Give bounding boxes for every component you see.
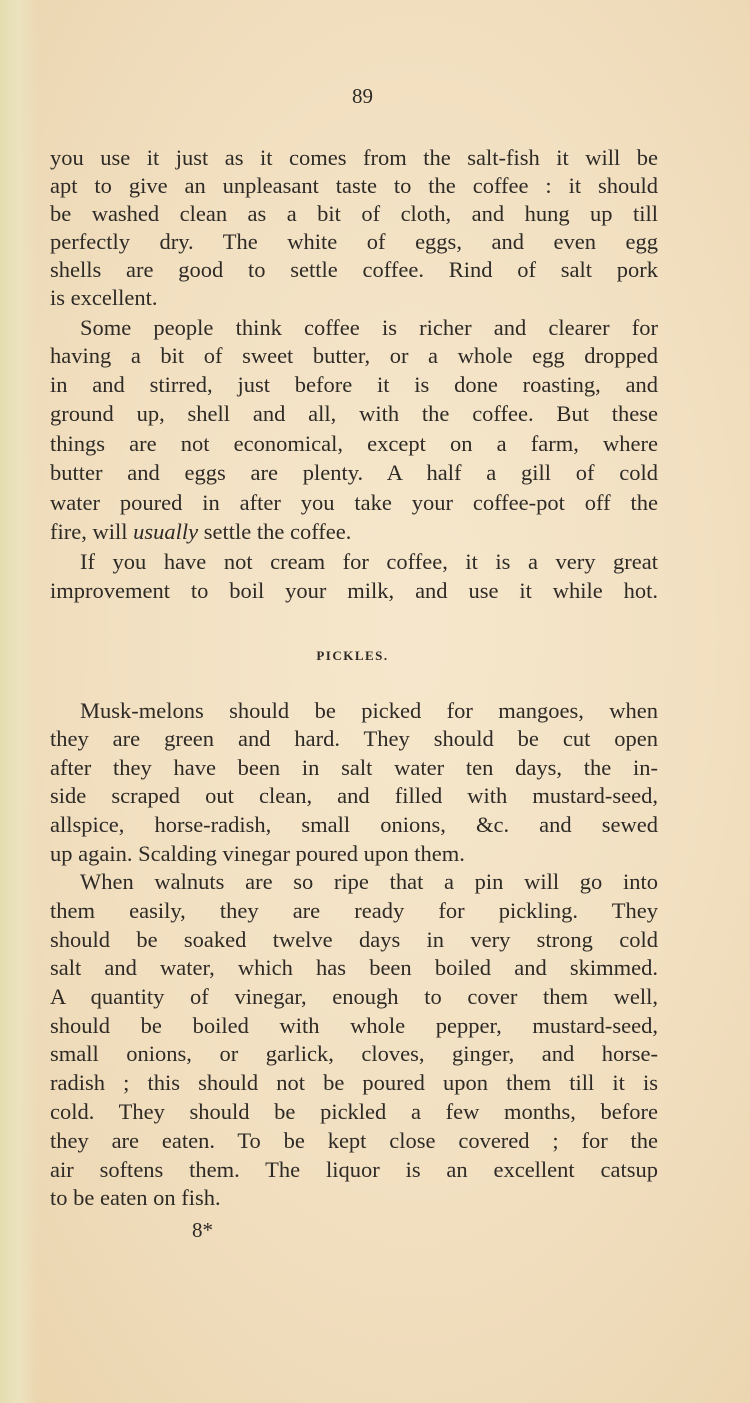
text-line: things are not economical, except on a farm, where	[50, 431, 658, 456]
text-line: Musk-melons should be picked for mangoes, when	[80, 698, 658, 723]
text-line: to be eaten on fish.	[50, 1185, 221, 1210]
text-line: improvement to boil your milk, and use it while hot.	[50, 578, 658, 603]
text-line: radish ; this should not be poured upon them till it is	[50, 1070, 658, 1095]
text-line: after they have been in salt water ten days, the in-	[50, 755, 658, 780]
text-line: water poured in after you take your coffee-pot off the	[50, 490, 658, 515]
text-line: Some people think coffee is richer and clearer for	[80, 315, 658, 340]
text-line: butter and eggs are plenty. A half a gill of cold	[50, 460, 658, 485]
text-line: When walnuts are so ripe that a pin will go into	[80, 869, 658, 894]
text-line: fire, will usually settle the coffee.	[50, 519, 352, 544]
text-line: A quantity of vinegar, enough to cover them well,	[50, 984, 658, 1009]
emphasis: usually	[133, 519, 199, 544]
text-line: they are eaten. To be kept close covered ; for the	[50, 1128, 658, 1153]
section-heading: PICKLES.	[316, 648, 389, 663]
text-line: salt and water, which has been boiled and skimmed.	[50, 955, 658, 980]
text-line: they are green and hard. They should be cut open	[50, 726, 658, 751]
text-line: should be boiled with whole pepper, mustard-seed,	[50, 1013, 658, 1038]
text-line: be washed clean as a bit of cloth, and hung up till	[50, 201, 658, 226]
text-line: in and stirred, just before it is done roasting, and	[50, 372, 658, 397]
page-edge-shading	[0, 0, 38, 1403]
text-line: cold. They should be pickled a few months, before	[50, 1099, 658, 1124]
text-line: them easily, they are ready for pickling. They	[50, 898, 658, 923]
text-line: should be soaked twelve days in very strong cold	[50, 927, 658, 952]
text-line: ground up, shell and all, with the coffee. But these	[50, 401, 658, 426]
text-line: is excellent.	[50, 285, 158, 310]
signature-mark: 8*	[192, 1218, 213, 1242]
text-line: perfectly dry. The white of eggs, and even egg	[50, 229, 658, 254]
text-line: small onions, or garlick, cloves, ginger, and horse-	[50, 1041, 658, 1066]
text-line: If you have not cream for coffee, it is a very great	[80, 549, 658, 574]
page-number: 89	[352, 84, 373, 108]
text-line: apt to give an unpleasant taste to the coffee : it should	[50, 173, 658, 198]
text-line: air softens them. The liquor is an excellent catsup	[50, 1157, 658, 1182]
text-line: shells are good to settle coffee. Rind of salt pork	[50, 257, 658, 282]
text-line: you use it just as it comes from the salt-fish it will be	[50, 145, 658, 170]
text-line: up again. Scalding vinegar poured upon them.	[50, 841, 465, 866]
text-line: side scraped out clean, and filled with mustard-seed,	[50, 783, 658, 808]
text-line: allspice, horse-radish, small onions, &c. and sewed	[50, 812, 658, 837]
text-line: having a bit of sweet butter, or a whole egg dropped	[50, 343, 658, 368]
